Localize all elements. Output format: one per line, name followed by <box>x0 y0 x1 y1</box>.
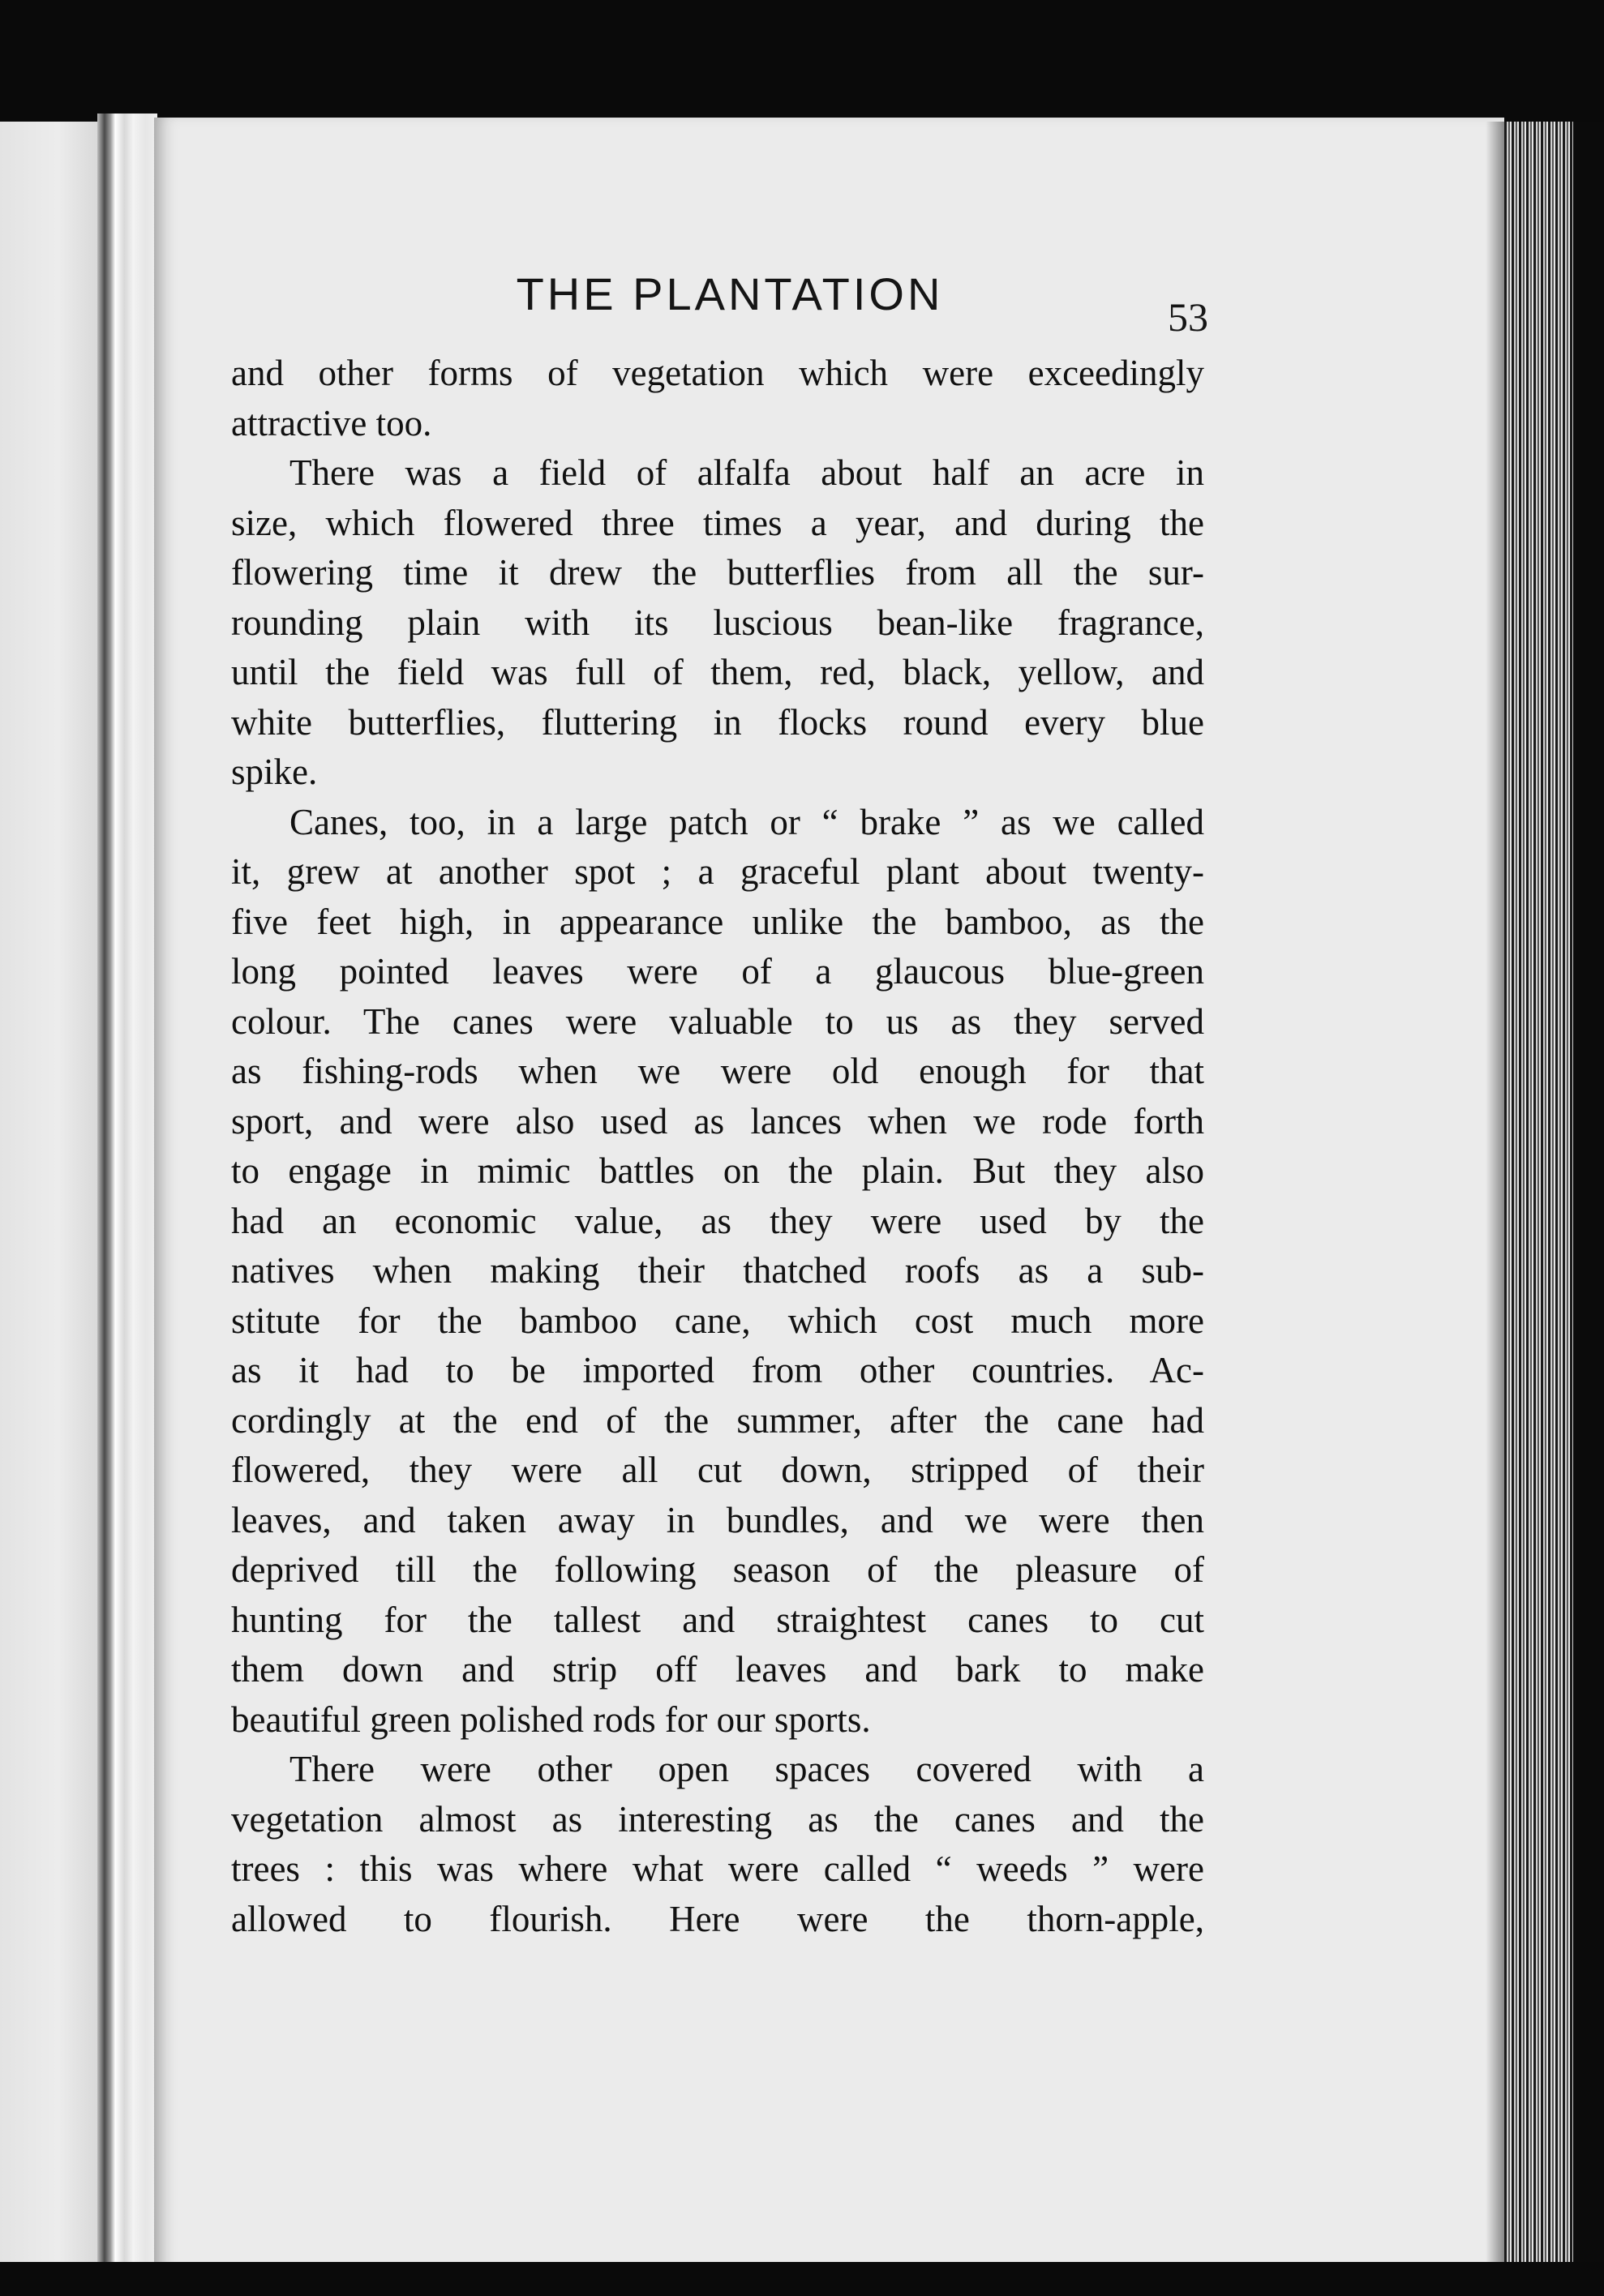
text-line: size, which flowered three times a year, and during the <box>231 502 1204 543</box>
text-line: allowed to flourish. Here were the thorn-apple, <box>231 1898 1204 1939</box>
text-line: Canes, too, in a large patch or “ brake ” as we called <box>289 801 1204 842</box>
text-line: leaves, and taken away in bundles, and we were then <box>231 1499 1204 1540</box>
scan-background-top <box>0 0 1604 122</box>
text-line: to engage in mimic battles on the plain. But they also <box>231 1150 1204 1191</box>
text-line: and other forms of vegetation which were exceedingly <box>231 353 1204 393</box>
text-line: attractive too. <box>231 402 432 443</box>
text-line: them down and strip off leaves and bark to make <box>231 1649 1204 1690</box>
text-line: stitute for the bamboo cane, which cost much more <box>231 1300 1204 1341</box>
text-line: as fishing-rods when we were old enough for that <box>231 1051 1204 1091</box>
text-line: flowered, they were all cut down, stripped of their <box>231 1450 1204 1490</box>
text-line: beautiful green polished rods for our sports. <box>231 1698 871 1740</box>
page-block-edge <box>1504 122 1573 2286</box>
text-line: white butterflies, fluttering in flocks round every blue <box>231 701 1204 743</box>
text-line: as it had to be imported from other countries. Ac- <box>231 1350 1204 1390</box>
text-line: There were other open spaces covered with a <box>289 1749 1204 1789</box>
text-line: natives when making their thatched roofs as a sub- <box>231 1250 1204 1291</box>
text-line: had an economic value, as they were used by the <box>231 1200 1204 1241</box>
text-line: hunting for the tallest and straightest canes to cut <box>231 1599 1204 1640</box>
running-head: THE PLANTATION <box>516 268 944 319</box>
text-line: sport, and were also used as lances when we rode forth <box>231 1100 1204 1142</box>
text-line: flowering time it drew the butterflies from all the sur- <box>231 552 1204 593</box>
text-line: vegetation almost as interesting as the canes and the <box>231 1798 1204 1840</box>
scan-background-bottom <box>0 2262 1604 2296</box>
book-gutter <box>97 114 157 2294</box>
text-line: There was a field of alfalfa about half an acre in <box>289 452 1204 493</box>
text-line: until the field was full of them, red, black, yellow, and <box>231 652 1204 692</box>
text-line: long pointed leaves were of a glaucous blue-green <box>231 951 1204 992</box>
text-line: deprived till the following season of the pleasure of <box>231 1549 1204 1590</box>
page-number: 53 <box>1168 294 1208 340</box>
text-line: rounding plain with its luscious bean-like fragrance, <box>231 602 1204 643</box>
text-line: five feet high, in appearance unlike the bamboo, as the <box>231 901 1204 942</box>
text-line: trees : this was where what were called “ weeds ” were <box>231 1848 1204 1889</box>
text-line: it, grew at another spot ; a graceful plant about twenty- <box>231 851 1204 892</box>
body-text <box>231 349 1204 1944</box>
text-line: colour. The canes were valuable to us as they served <box>231 1000 1204 1042</box>
text-line: spike. <box>231 752 318 792</box>
text-line: cordingly at the end of the summer, after the cane had <box>231 1399 1204 1441</box>
left-page-sliver <box>0 122 97 2294</box>
